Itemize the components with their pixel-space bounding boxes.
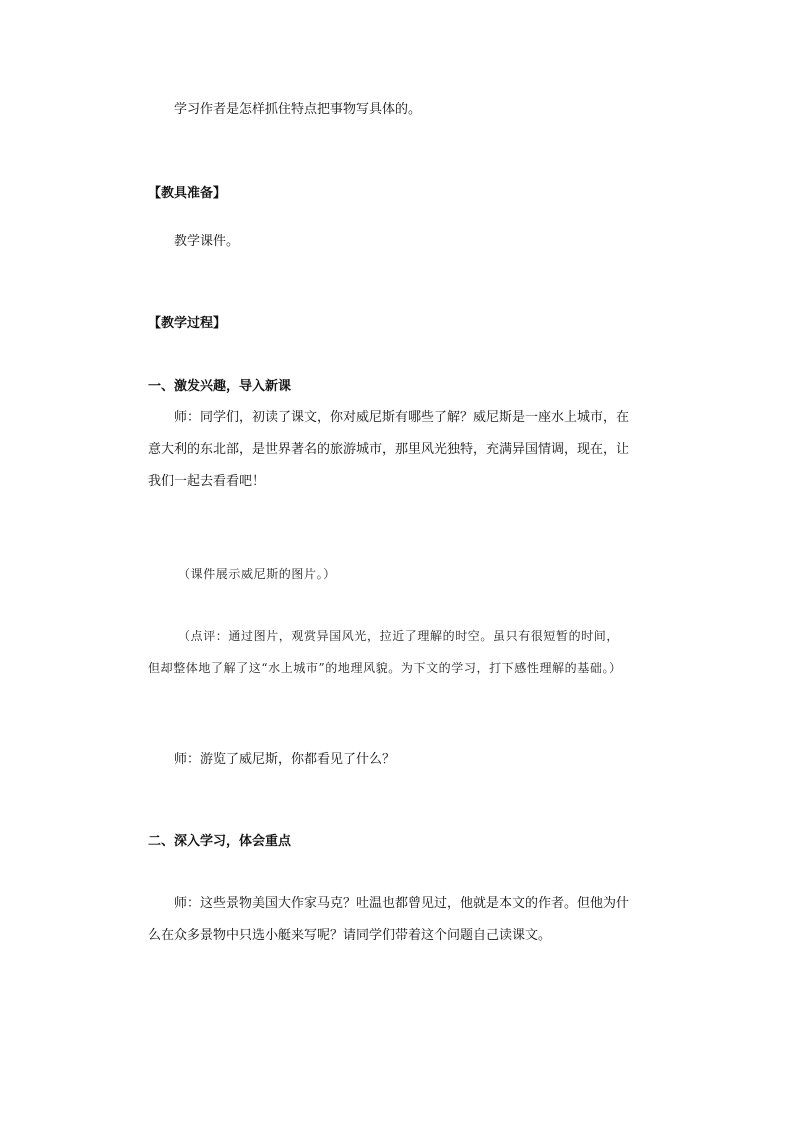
section1-courseware-note: （课件展示威尼斯的图片。） xyxy=(178,567,336,581)
section1-commentary-note: （点评：通过图片，观赏异国风光，拉近了理解的时空。虽只有很短暂的时间，但却整体地了解了这“水上城市”的地理风貌。为下文的学习，打下感性理解的基础。） xyxy=(148,629,622,675)
materials-heading: 【教具准备】 xyxy=(148,186,227,201)
section2-paragraph: 师：这些景物美国大作家马克？吐温也都曾见过，他就是本文的作者。但他为什么在众多景物中只选小艇来写呢？请同学们带着这个问题自己读课文。 xyxy=(148,896,630,943)
section1-paragraph-intro: 师：同学们，初读了课文，你对威尼斯有哪些了解？威尼斯是一座水上城市，在意大利的东北部，是世界著名的旅游城市，那里风光独特，充满异国情调，现在，让我们一起去看看吧！ xyxy=(148,410,630,489)
section1-heading: 一、激发兴趣，导入新课 xyxy=(148,379,292,394)
section1-paragraph-question: 师：游览了威尼斯，你都看见了什么？ xyxy=(174,752,396,767)
materials-paragraph: 教学课件。 xyxy=(174,234,240,249)
process-heading: 【教学过程】 xyxy=(148,316,227,331)
section2-heading: 二、深入学习，体会重点 xyxy=(148,834,292,849)
objective-paragraph: 学习作者是怎样抓住特点把事物写具体的。 xyxy=(174,102,422,117)
